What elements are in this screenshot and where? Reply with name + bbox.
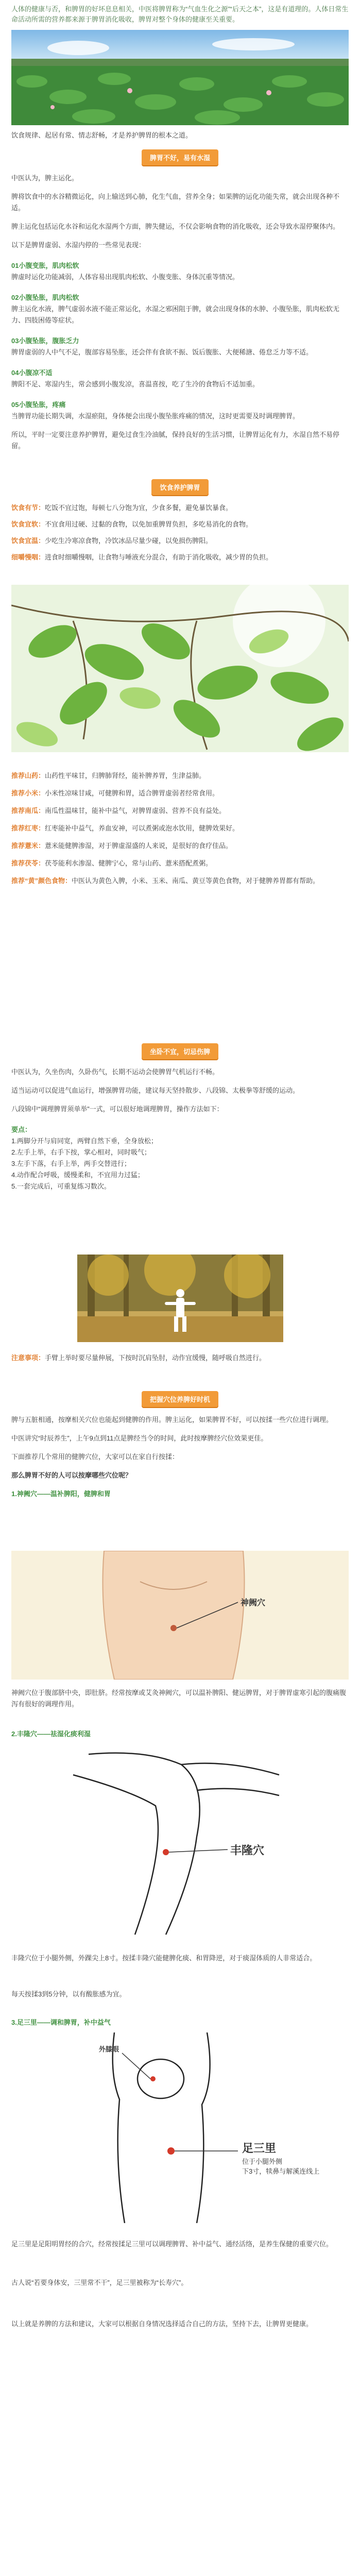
paragraph: 八段锦中“调理脾胃须单举”一式，可以很好地调理脾胃，操作方法如下：	[11, 1105, 224, 1113]
section-3-header	[0, 1043, 360, 1059]
paragraph: 脾主运化包括运化水谷和运化水湿两个方面，脾失健运，不仅会影响食物的消化吸收，还会导致水湿停聚体内。	[11, 223, 340, 230]
section-2-title: 饮食养护脾胃	[151, 479, 208, 495]
acupoint-3-title: 3.足三里——调和脾胃，补中益气	[11, 2019, 111, 2026]
lead-text: 饮食规律、起居有常、情志舒畅，才是养护脾胃的根本之道。	[11, 131, 193, 139]
step-item: 3.左手下落，右手上举，两手交替进行；	[11, 1160, 131, 1167]
section-4-header	[0, 1391, 360, 1407]
lotus-pond-photo	[11, 30, 349, 125]
paragraph: 丰隆穴位于小腿外侧，外踝尖上8寸。按揉丰隆穴能健脾化痰、和胃降逆，对于痰湿体质的人非常适合。	[11, 1954, 317, 1962]
paragraph: 适当运动可以促进气血运行，增强脾胃功能，建议每天坚持散步、八段锦、太极拳等舒缓的运动。	[11, 1087, 300, 1094]
exercise-tip: 注意事项：手臂上举时要尽量伸展，下按时沉肩坠肘，动作宜缓慢，随呼吸自然进行。	[11, 1354, 266, 1362]
list-item: 推荐南瓜：南瓜性温味甘，能补中益气，对脾胃虚弱、营养不良有益处。	[11, 807, 226, 815]
list-item: 饮食有节：吃饭不宜过饱，每顿七八分饱为宜，少食多餐，避免暴饮暴食。	[11, 504, 233, 512]
leaves-illustration	[11, 585, 349, 752]
person-exercising-illustration	[77, 1255, 283, 1342]
steps-title: 要点：	[11, 1126, 32, 1133]
acupoint-1-title: 1.神阙穴——温补脾阳，健脾和胃	[11, 1490, 111, 1498]
section-4-title: 把握穴位养脾好时机	[142, 1391, 218, 1407]
subheading-2: 02小腹坠胀，肌肉松软	[11, 294, 79, 301]
paragraph: 每天按揉3到5分钟，以有酸胀感为宜。	[11, 1990, 126, 1998]
fenglong-label: 丰隆穴	[230, 1844, 265, 1857]
paragraph: 脾虚时运化功能减弱，人体容易出现肌肉松软、小腹变胀、身体沉重等情况。	[11, 273, 239, 281]
food-recommend-list	[11, 770, 349, 893]
exercise-photo	[77, 1255, 283, 1342]
lotus-pond-illustration	[11, 30, 349, 125]
waixiyan-label: 外膝眼	[99, 2045, 119, 2053]
section-1-title: 脾胃不好，易有水湿	[142, 149, 218, 165]
abdomen-illustration	[11, 1551, 349, 1680]
step-item: 2.左手上举，右手下按，掌心相对，同时吸气；	[11, 1148, 151, 1156]
shenque-label: 神阙穴	[241, 1599, 266, 1607]
shenque-acupoint-diagram	[11, 1551, 349, 1680]
diet-tips-list	[11, 502, 349, 568]
paragraph: 神阙穴位于腹部脐中央，即肚脐。经常按摩或艾灸神阙穴，可以温补脾阳、健运脾胃，对于脾胃虚寒引起的腹痛腹泻有很好的调理作用。	[11, 1689, 347, 1708]
paragraph: 下面推荐几个常用的健脾穴位，大家可以在家自行按揉：	[11, 1453, 179, 1461]
list-item: 推荐山药：山药性平味甘，归脾肺肾经，能补脾养胃，生津益肺。	[11, 772, 206, 779]
paragraph: 中医认为，久坐伤肉，久卧伤气，长期不运动会使脾胃气机运行不畅。	[11, 1068, 219, 1076]
list-item: 推荐红枣：红枣能补中益气，养血安神，可以煮粥或泡水饮用，健脾效果好。	[11, 824, 239, 832]
step-item: 4.动作配合呼吸，缓慢柔和，不宜用力过猛；	[11, 1171, 144, 1179]
paragraph: 中医认为，脾主运化。	[11, 174, 79, 182]
leg-illustration	[11, 1744, 349, 1940]
list-item: 饮食宜温：少吃生冷寒凉食物，冷饮冰品尽量少碰，以免损伤脾阳。	[11, 537, 213, 545]
subheading-4: 04小腹凉不适	[11, 369, 53, 377]
step-item: 1.两脚分开与肩同宽，两臂自然下垂，全身放松；	[11, 1137, 158, 1145]
subheading-1: 01小腹变胀，肌肉松软	[11, 262, 79, 269]
paragraph: 脾阳不足、寒湿内生，常会感到小腹发凉，喜温喜按，吃了生冷的食物后不适加重。	[11, 380, 260, 388]
paragraph: 脾胃虚弱的人中气不足，腹部容易坠胀，还会伴有食欲不振、饭后腹胀、大便稀溏、倦怠乏力等不适。	[11, 348, 313, 356]
list-item: 推荐小米：小米性凉味甘咸，可健脾和胃，适合脾胃虚弱者经常食用。	[11, 789, 219, 797]
paragraph: 脾与五脏相通，按摩相关穴位也能起到健脾的作用。脾主运化，如果脾胃不好，可以按揉一些穴位进行调理。	[11, 1416, 333, 1423]
list-item: 饮食宜软：不宜食用过硬、过黏的食物，以免加重脾胃负担，多吃易消化的食物。	[11, 520, 253, 528]
fenglong-acupoint-diagram	[11, 1744, 349, 1940]
paragraph: 脾主运化水液，脾气虚弱水液不能正常运化，水湿之邪困阻于脾，就会出现身体的水肿、小腹坠胀，肌肉松软无力、四肢困倦等症状。	[11, 305, 340, 324]
paragraph: 古人说“若要身体安，三里常不干”，足三里被称为“长寿穴”。	[11, 2279, 188, 2286]
section-2-header	[0, 479, 360, 495]
paragraph: 以下是脾胃虚弱、水湿内停的一些常见表现：	[11, 241, 146, 249]
closing-paragraph: 以上就是养脾的方法和建议，大家可以根据自身情况选择适合自己的方法，坚持下去，让脾胃更健康。	[11, 2320, 313, 2328]
paragraph: 当脾胃功能长期失调，水湿瘀阻，身体便会出现小腹坠胀疼痛的情况，这时更需要及时调理脾胃。	[11, 412, 300, 420]
paragraph: 中医讲究“时辰养生”，上午9点到11点是脾经当令的时间，此时按摩脾经穴位效果更佳。	[11, 1434, 268, 1442]
list-item: 推荐“黄”颜色食物：中医认为黄色入脾，小米、玉米、南瓜、黄豆等黄色食物，对于健脾养胃都有帮助。	[11, 877, 320, 885]
section-3-body	[11, 1066, 349, 1192]
list-item: 推荐茯苓：茯苓能利水渗湿、健脾宁心，常与山药、薏米搭配煮粥。	[11, 859, 213, 867]
section-3-title: 坐卧不宜，切忌伤脾	[142, 1043, 218, 1059]
zusanli-location: 位于小腿外侧 下3寸，犊鼻与解溪连线上	[242, 2158, 320, 2175]
step-item: 5.一套完成后，可重复练习数次。	[11, 1182, 111, 1190]
acupoint-2-title: 2.丰隆穴——祛湿化痰利湿	[11, 1730, 91, 1738]
acupoint-question: 那么脾胃不好的人可以按摩哪些穴位呢？	[11, 1471, 132, 1479]
section-1-body	[11, 173, 349, 452]
subheading-5: 05小腹坠胀，疼痛	[11, 401, 66, 409]
paragraph: 所以，平时一定要注意养护脾胃，避免过食生冷油腻，保持良好的生活习惯，让脾胃运化有力，水湿自然不易停留。	[11, 431, 340, 450]
subheading-3: 03小腹坠胀，腹胀乏力	[11, 337, 79, 345]
paragraph: 足三里是足阳明胃经的合穴，经常按揉足三里可以调理脾胃、补中益气、通经活络，是养生保健的重要穴位。	[11, 2240, 333, 2248]
zusanli-acupoint-diagram	[11, 2032, 349, 2223]
zusanli-label: 足三里	[242, 2142, 277, 2155]
paragraph: 脾将饮食中的水谷精微运化，向上输送到心肺，化生气血，营养全身；如果脾的运化功能失常，就会出现各种不适。	[11, 193, 340, 212]
knee-illustration	[11, 2032, 349, 2223]
list-item: 推荐薏米：薏米能健脾渗湿，对于脾虚湿盛的人来说，是很好的食疗佳品。	[11, 842, 233, 850]
section-1-header	[0, 149, 360, 165]
green-leaves-photo	[11, 585, 349, 752]
list-item: 细嚼慢咽：进食时细嚼慢咽，让食物与唾液充分混合，有助于消化吸收，减少胃的负担。	[11, 553, 273, 561]
intro-text: 人体的健康与否，和脾胃的好坏息息相关，中医将脾胃称为“气血生化之源”“后天之本”，这是有道理的。人体日常生命活动所需的营养都来源于脾胃消化吸收，脾胃对整个身体的健康至关重要。	[11, 5, 349, 23]
section-4-body	[11, 1414, 349, 1500]
